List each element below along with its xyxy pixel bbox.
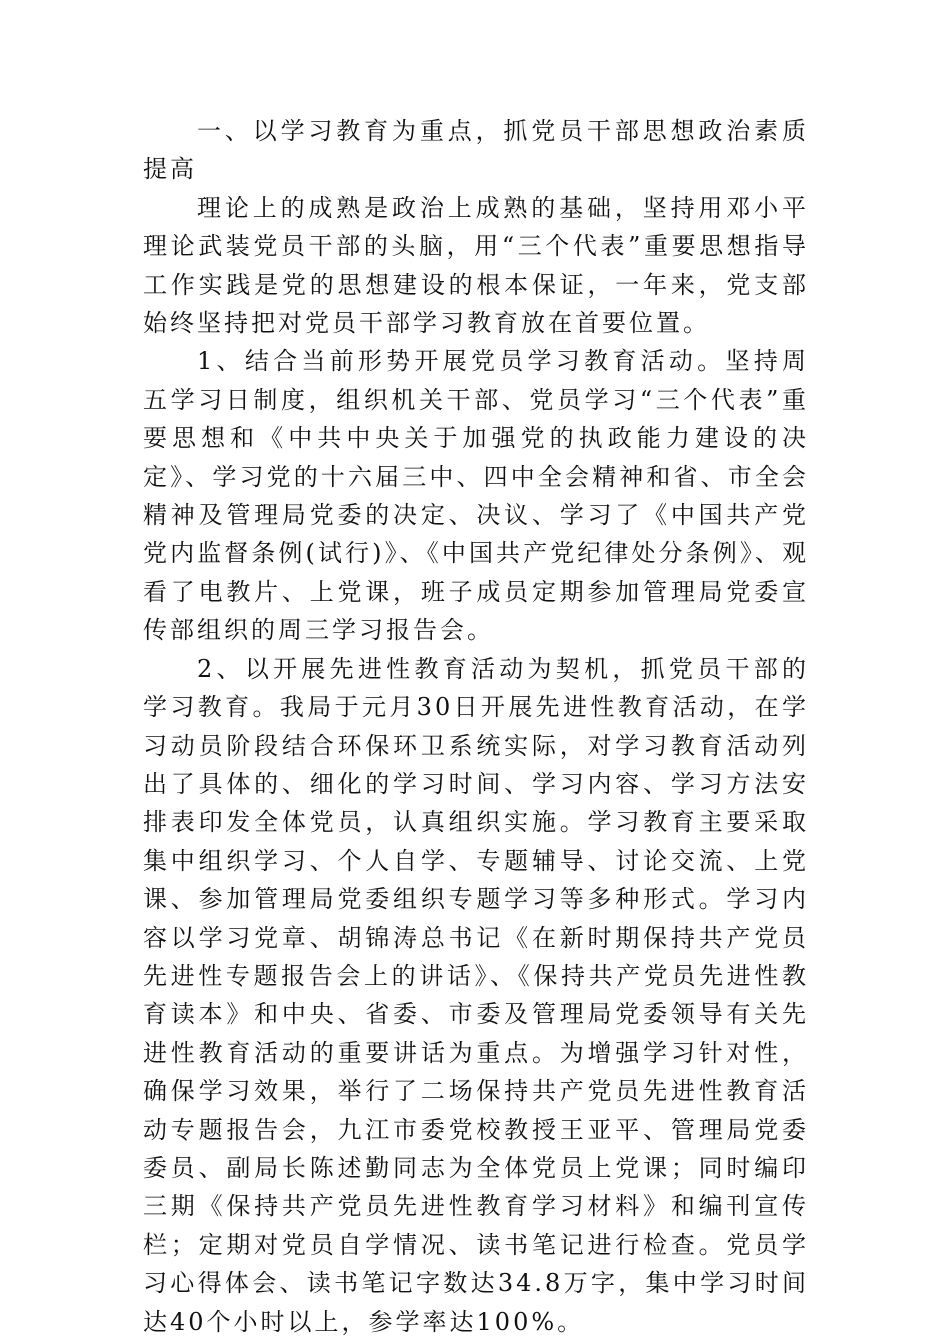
body-paragraph: 理论上的成熟是政治上成熟的基础，坚持用邓小平理论武装党员干部的头脑，用“三个代表”重要思想指导工作实践是党的思想建设的根本保证，一年来，党支部始终坚持把对党员干部学习教育放在首要位置。	[143, 193, 809, 338]
document-body	[143, 112, 809, 1341]
body-paragraph: 2、以开展先进性教育活动为契机，抓党员干部的学习教育。我局于元月30日开展先进性教育活动，在学习动员阶段结合环保环卫系统实际，对学习教育活动列出了具体的、细化的学习时间、学习内容、学习方法安排表印发全体党员，认真组织实施。学习教育主要采取集中组织学习、个人自学、专题辅导、讨论交流、上党课、参加管理局党委组织专题学习等多种形式。学习内容以学习党章、胡锦涛总书记《在新时期保持共产党员先进性专题报告会上的讲话》、《保持共产党员先进性教育读本》和中央、省委、市委及管理局党委领导有关先进性教育活动的重要讲话为重点。为增强学习针对性，确保学习效果，举行了二场保持共产党员先进性教育活动专题报告会，九江市委党校教授王亚平、管理局党委委员、副局长陈述勤同志为全体党员上党课；同时编印三期《保持共产党员先进性教育学习材料》和编刊宣传栏；定期对党员自学情况、读书笔记进行检查。党员学习心得体会、读书笔记字数达34.8万字，集中学习时间达40个小时以上，参学率达100%。	[143, 654, 809, 1336]
body-paragraph: 1、结合当前形势开展党员学习教育活动。坚持周五学习日制度，组织机关干部、党员学习“三个代表”重要思想和《中共中央关于加强党的执政能力建设的决定》、学习党的十六届三中、四中全会精神和省、市全会精神及管理局党委的决定、决议、学习了《中国共产党党内监督条例(试行)》、《中国共产党纪律处分条例》、观看了电教片、上党课，班子成员定期参加管理局党委宣传部组织的周三学习报告会。	[143, 347, 809, 645]
section-heading: 一、以学习教育为重点，抓党员干部思想政治素质提高	[143, 117, 809, 184]
